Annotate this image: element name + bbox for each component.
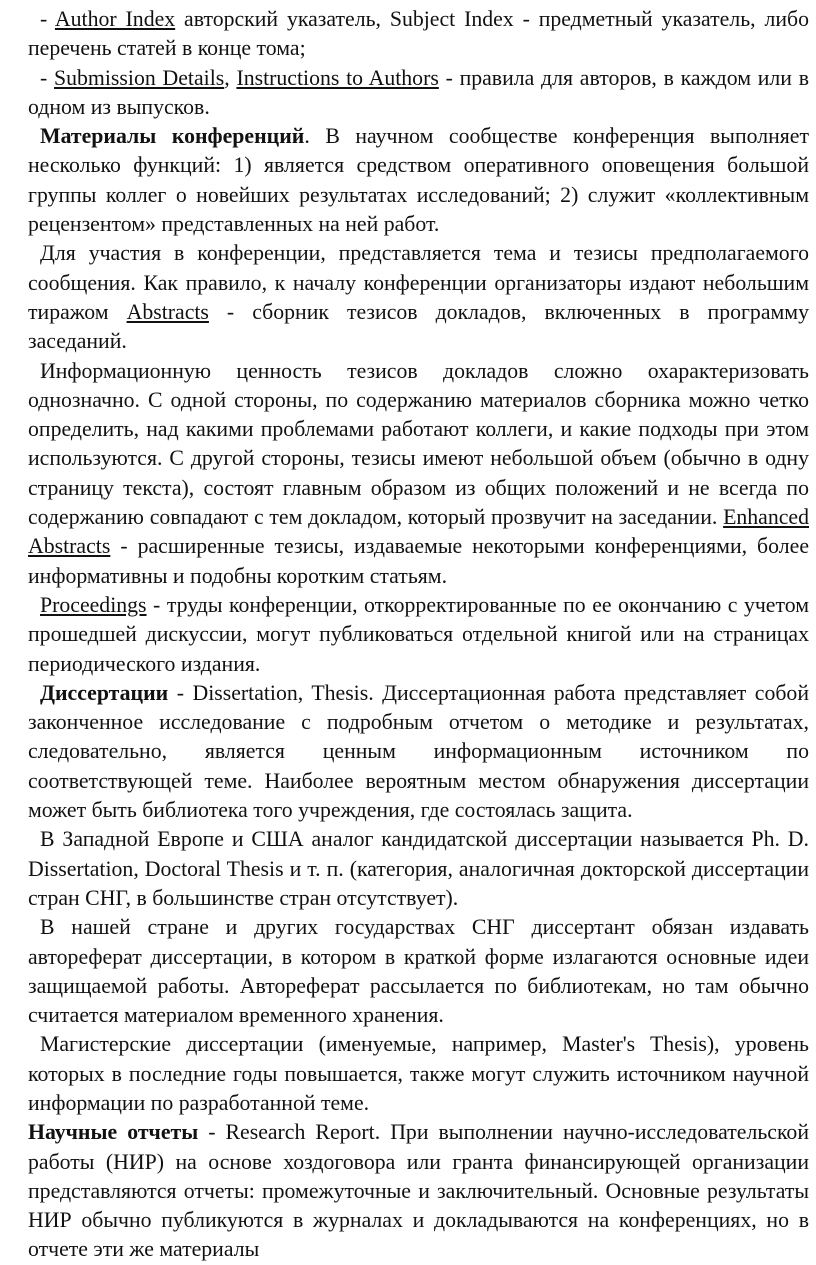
- term-instructions-to-authors: Instructions to Authors: [236, 65, 439, 90]
- term-enhanced-abstracts: Enhanced Abstracts: [28, 505, 809, 559]
- paragraph-text: - Dissertation, Thesis. Диссертационная работа представляет собой законченное исследование с подробным отчетом о методике и результатах, следовательно, является ценным информационным источником по соответствующей теме. Наиболее вероятным местом обнаружения диссертации может быть библиотека того учреждения, где состоялась защита.: [28, 680, 809, 823]
- paragraph-text: . В научном сообществе конференция выполняет несколько функций: 1) является средством оперативного оповещения большой группы коллег о новейших результатах исследований; 2) служит «коллективным рецензентом» представленных на ней работ.: [28, 124, 809, 237]
- paragraph-submission-details: [28, 64, 809, 123]
- heading-dissertations: Диссертации: [40, 680, 169, 705]
- paragraph-text: - расширенные тезисы, издаваемые некоторыми конференциями, более информативны и подобны коротким статьям.: [28, 534, 809, 588]
- paragraph-text: авторский указатель, Subject Index - предметный указатель, либо перечень статей в конце тома;: [28, 7, 809, 61]
- term-submission-details: Submission Details: [54, 65, 225, 90]
- paragraph-abstracts-value: [28, 357, 809, 591]
- term-author-index: Author Index: [54, 7, 176, 31]
- term-proceedings: Proceedings: [40, 592, 147, 617]
- paragraph-research-reports: [28, 1118, 809, 1264]
- term-abstracts: Abstracts: [126, 299, 209, 324]
- heading-research-reports: Научные отчеты: [28, 1120, 199, 1145]
- paragraph-proceedings: [28, 591, 809, 679]
- paragraph-masters: [28, 1030, 809, 1118]
- paragraph-text: - сборник тезисов докладов, включенных в программу заседаний.: [28, 299, 809, 354]
- paragraph-text: В нашей стране и других государствах СНГ диссертант обязан издавать автореферат диссертации, в котором в краткой форме излагаются основные идеи защищаемой работы. Автореферат рассылается по библиотекам, но там обычно считается материалом временного хранения.: [28, 915, 809, 1028]
- paragraph-author-index: [28, 5, 809, 64]
- separator: ,: [224, 65, 237, 90]
- list-dash: -: [40, 7, 55, 31]
- paragraph-text: - правила для авторов, в каждом или в одном из выпусков.: [28, 65, 809, 119]
- paragraph-text: Для участия в конференции, представляется тема и тезисы предполагаемого сообщения. Как правило, к началу конференции организаторы издают небольшим тиражом: [28, 241, 809, 324]
- paragraph-phd: [28, 825, 809, 913]
- paragraph-text: В Западной Европе и США аналог кандидатской диссертации называется Ph. D. Dissertation, Doctoral Thesis и т. п. (категория, аналогичная докторской диссертации стран СНГ, в большинстве стран отсутствует).: [28, 827, 809, 910]
- paragraph-text: Магистерские диссертации (именуемые, например, Master's Thesis), уровень которых в последние годы повышается, также могут служить источником научной информации по разработанной теме.: [28, 1032, 809, 1115]
- paragraph-text: Информационную ценность тезисов докладов сложно охарактеризовать однозначно. С одной стороны, по содержанию материалов сборника можно четко определить, над какими проблемами работают коллеги, и какие подходы при этом используются. С другой стороны, тезисы имеют небольшой объем (обычно в одну страницу текста), состоят главным образом из общих положений и не всегда по содержанию совпадают с тем докладом, который прозвучит на заседании.: [28, 358, 809, 530]
- paragraph-autoreferat: [28, 913, 809, 1030]
- paragraph-text: - Research Report. При выполнении научно-исследовательской работы (НИР) на основе хоздоговора или гранта финансирующей организации представляются отчеты: промежуточные и заключительный. Основные результаты НИР обычно публикуются в журналах и докладываются на конференциях, но в отчете эти же материалы: [28, 1120, 809, 1262]
- paragraph-text: - труды конференции, откорректированные по ее окончанию с учетом прошедшей дискуссии, могут публиковаться отдельной книгой или на страницах периодического издания.: [28, 592, 809, 676]
- paragraph-conference-materials: [28, 122, 809, 239]
- heading-conference-materials: Материалы конференций: [40, 124, 305, 149]
- list-dash: -: [40, 65, 54, 90]
- paragraph-dissertations: [28, 679, 809, 825]
- paragraph-abstracts: [28, 239, 809, 356]
